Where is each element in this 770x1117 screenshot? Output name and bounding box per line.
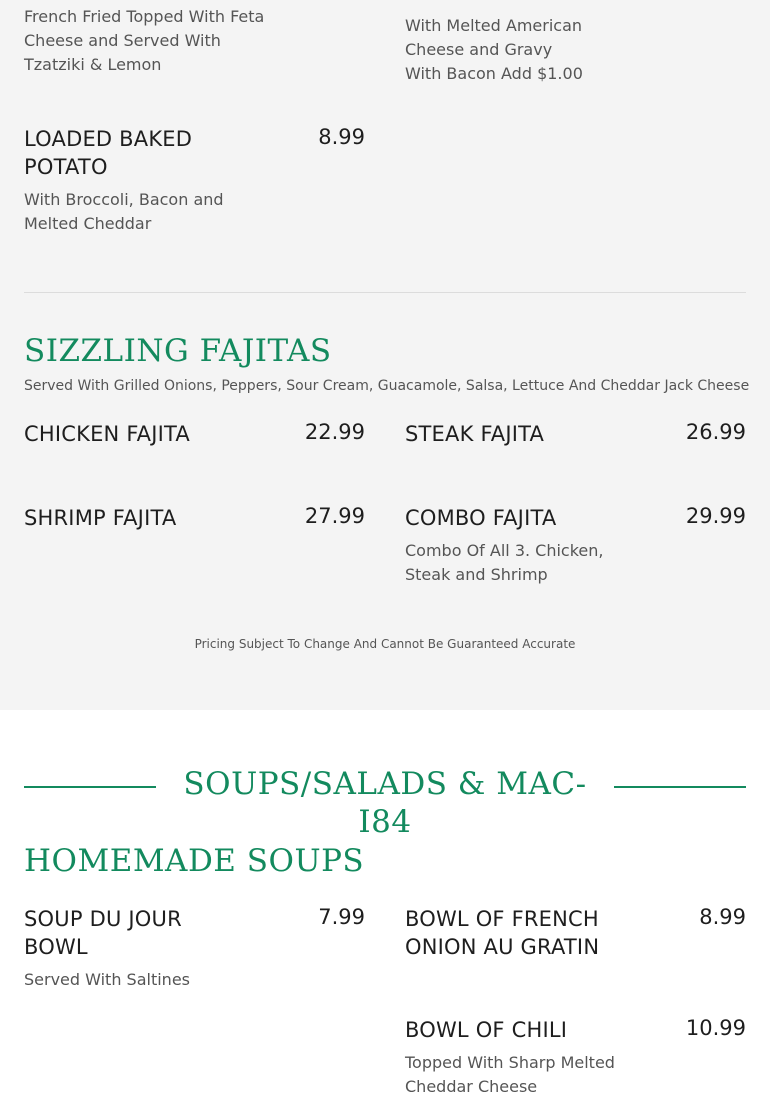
menu-item-price: 10.99 [685,1016,746,1040]
section-subtitle-fajitas: Served With Grilled Onions, Peppers, Sour Cream, Guacamole, Salsa, Lettuce And Cheddar Jack Cheese [24,378,750,394]
menu-item-name: LOADED BAKED POTATO [24,127,193,179]
heading-rule-left [24,786,156,788]
menu-item-name: COMBO FAJITA [405,506,557,530]
section-divider [24,292,746,293]
menu-item-price: 7.99 [318,905,365,929]
section-title-fajitas: SIZZLING FAJITAS [24,333,332,369]
menu-item-name: SOUP DU JOUR BOWL [24,907,182,959]
section-heading: SOUPS/SALADS & MAC-I84 [183,766,587,840]
partial-item-desc-left: French Fried Topped With Feta Cheese and Served With Tzatziki & Lemon [24,7,265,74]
menu-item-name: SHRIMP FAJITA [24,506,177,530]
heading-rule-right [614,786,746,788]
menu-item-desc: Served With Saltines [24,970,190,989]
menu-item-name: CHICKEN FAJITA [24,422,191,446]
menu-item-name: BOWL OF CHILI [405,1018,568,1042]
menu-item-desc: Topped With Sharp Melted Cheddar Cheese [405,1053,615,1096]
menu-item-name: BOWL OF FRENCH ONION AU GRATIN [405,907,600,959]
menu-item-desc: With Broccoli, Bacon and Melted Cheddar [24,190,224,233]
section-title-soups: HOMEMADE SOUPS [24,843,365,879]
menu-item-price: 26.99 [685,420,746,444]
menu-item-name: STEAK FAJITA [405,422,545,446]
menu-item-price: 29.99 [685,504,746,528]
partial-item-desc-right: With Melted American Cheese and Gravy [405,16,583,59]
partial-item-addon-right: With Bacon Add $1.00 [405,64,583,83]
pricing-notice: Pricing Subject To Change And Cannot Be Guaranteed Accurate [194,637,576,651]
menu-item-price: 22.99 [304,420,365,444]
menu-item-desc: Combo Of All 3. Chicken, Steak and Shrimp [405,541,604,584]
menu-item-price: 8.99 [318,125,365,149]
menu-item-price: 27.99 [304,504,365,528]
menu-item-price: 8.99 [699,905,746,929]
